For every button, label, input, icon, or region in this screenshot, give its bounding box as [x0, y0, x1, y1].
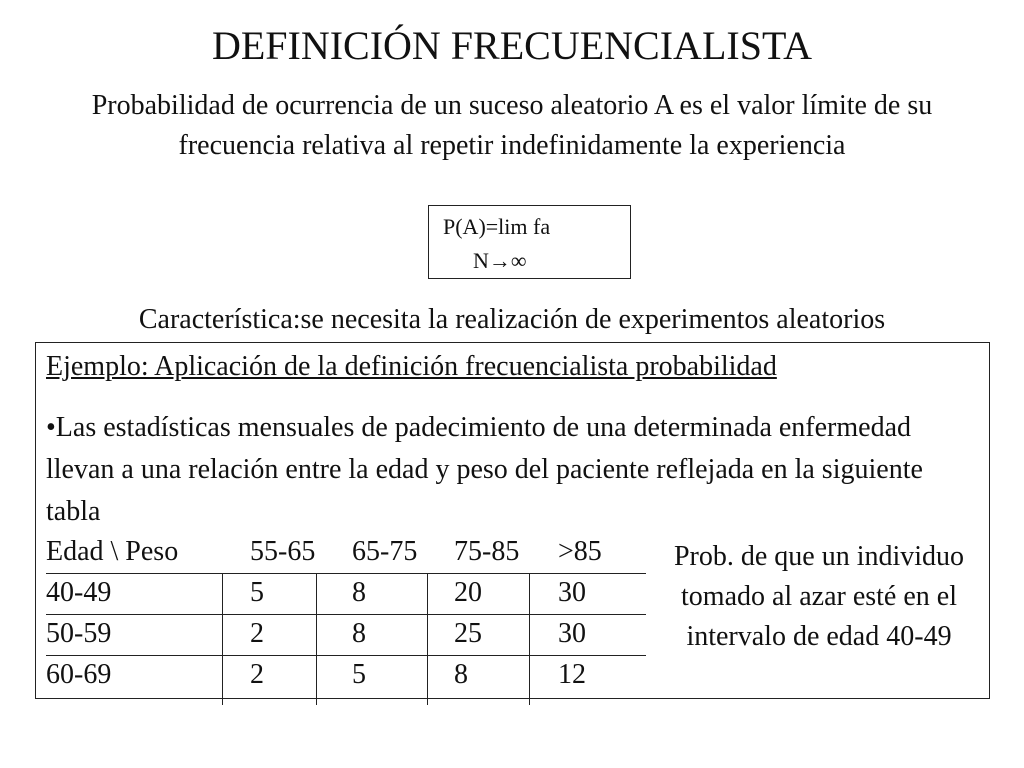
table-cell: 12: [558, 659, 586, 690]
table-cell: 5: [250, 577, 264, 608]
table-column-divider: [222, 573, 223, 705]
table-cell: 20: [454, 577, 482, 608]
question-text: Prob. de que un individuo tomado al azar esté en el intervalo de edad 40-49: [673, 541, 965, 652]
table-header-cell: Edad \ Peso: [46, 536, 179, 567]
table-row: [46, 573, 646, 614]
characteristic-text: Característica:se necesita la realización de experimentos aleatorios: [138, 304, 886, 335]
table-header-cell: 65-75: [352, 536, 418, 567]
formula-subscript: N→∞: [473, 248, 527, 273]
table-header-cell: 75-85: [454, 536, 520, 567]
table-column-divider: [529, 573, 530, 705]
table-header-cell: >85: [558, 536, 602, 567]
table-cell: 2: [250, 659, 264, 690]
table-cell: 30: [558, 618, 586, 649]
table-row: [46, 614, 646, 655]
slide-title: DEFINICIÓN FRECUENCIALISTA: [211, 23, 813, 68]
table-header-row: [46, 533, 646, 573]
table-header-cell: 55-65: [250, 536, 316, 567]
table-cell: 25: [454, 618, 482, 649]
table-column-divider: [427, 573, 428, 705]
table-cell: 2: [250, 618, 264, 649]
table-cell: 5: [352, 659, 366, 690]
definition-text: Probabilidad de ocurrencia de un suceso aleatorio A es el valor límite de su frecuencia relativa al repetir indefinidamente la experiencia: [91, 90, 933, 161]
example-box: [35, 342, 990, 699]
table-column-divider: [316, 573, 317, 705]
table-cell: 60-69: [46, 659, 112, 690]
formula-limit: P(A)=lim fa: [443, 214, 551, 239]
table-cell: 8: [352, 618, 366, 649]
table-cell: 8: [454, 659, 468, 690]
data-table: [46, 533, 646, 696]
table-cell: 30: [558, 577, 586, 608]
table-row: [46, 655, 646, 696]
table-cell: 8: [352, 577, 366, 608]
formula-box: [428, 205, 631, 279]
example-heading: Ejemplo: Aplicación de la definición frecuencialista probabilidad: [46, 351, 777, 382]
table-cell: 50-59: [46, 618, 112, 649]
table-cell: 40-49: [46, 577, 112, 608]
example-description: •Las estadísticas mensuales de padecimiento de una determinada enfermedad llevan a una relación entre la edad y peso del paciente reflejada en la siguiente tabla: [46, 412, 923, 527]
